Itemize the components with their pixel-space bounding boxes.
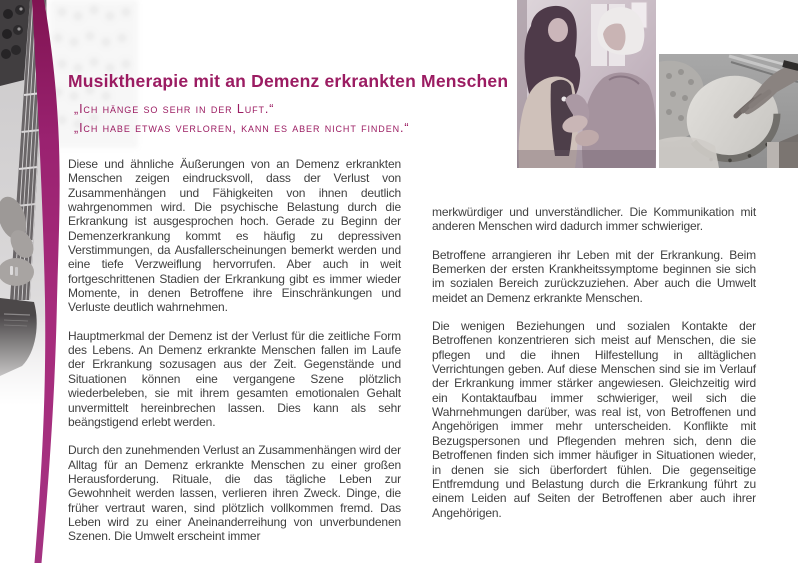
text-column-left	[68, 157, 401, 558]
quote-line-2: „Ich habe etwas verloren, kann es aber nicht finden.“	[74, 120, 410, 135]
quote-line-1: „Ich hänge so sehr in der Luft.“	[74, 102, 275, 116]
paragraph: Diese und ähnliche Äußerungen von an Demenz erkrankten Menschen zeigen eindrucksvoll, dass der Verlust von Zusammenhängen und Fähigkeiten von ihnen deutlich wahrgenommen wird. Die psychische Belastung durch die Erkrankung ist ausgesprochen hoch. Gerade zu Beginn der Demenzerkrankung kommt es häufig zu depressiven Verstimmungen, da Ausfallerscheinungen bemerkt werden und eine tiefe Verzweiflung hervorrufen. Aber auch in weit fortgeschrittenen Stadien der Erkrankung gibt es immer wieder Momente, in denen Betroffene ihre Einschränkungen und Verluste deutlich wahrnehmen.	[68, 157, 401, 315]
paragraph: Betroffene arrangieren ihr Leben mit der Erkrankung. Beim Bemerken der ersten Krankheitssymptome beginnen sie sich im sozialen Bereich zurückzuziehen. Aber auch die Umwelt meidet an Demenz erkrankte Menschen.	[432, 247, 756, 305]
quote-block	[74, 103, 409, 140]
paragraph: Hauptmerkmal der Demenz ist der Verlust für die zeitliche Form des Lebens. An Demenz erkrankte Menschen fallen im Laufe der Erkrankung sozusagen aus der Zeit. Gegenstände und Situationen können eine vergangene Szene plötzlich wiederbeleben, sie mit ihrem gesamten emotionalen Gehalt unvermittelt hereinbrechen lassen. Dies kann als sehr beängstigend erlebt werden.	[68, 328, 401, 429]
paragraph: Die wenigen Beziehungen und sozialen Kontakte der Betroffenen konzentrieren sich meist auf Menschen, die sie pflegen und die ihnen Hilfestellung in alltäglichen Verrichtungen geben. Auf diese Menschen sind sie im Verlauf der Erkrankung immer stärker angewiesen. Gleichzeitig wird ein Kontaktaufbau immer schwieriger, weil sich die Wahrnehmungen darüber, was real ist, von Betroffenen und Angehörigen immer mehr unterscheiden. Konflikte mit Bezugspersonen und Pflegenden mehren sich, denn die Betroffenen finden sich immer häufiger in Situationen wieder, in denen sie sich überfordert fühlen. Die gegenseitige Entfremdung und Belastung durch die Erkrankung führt zu einem Leiden auf Seiten der Betroffenen aber auch ihrer Angehörigen.	[432, 319, 756, 520]
ring	[10, 266, 13, 275]
caregiver-elderly-photo	[517, 0, 656, 168]
caregiver-face	[548, 18, 568, 42]
paragraph: Durch den zunehmenden Verlust an Zusammenhängen wird der Alltag für an Demenz erkrankte Menschen zu einer großen Herausforderung. Rituale, die das tägliche Leben zur Gewohnheit werden lassen, verlieren ihren Zweck. Dinge, die früher vertraut waren, sind plötzlich vollkommen fremd. Das Leben wird zu einer Aneinanderreihung von unverbundenen Szenen. Die Umwelt erscheint immer	[68, 443, 401, 544]
frame-drum-photo	[659, 54, 798, 168]
page-title: Musiktherapie mit an Demenz erkrankten Menschen	[68, 71, 509, 91]
paragraph: merkwürdiger und unverständlicher. Die Kommunikation mit anderen Menschen wird dadurch immer schwieriger.	[432, 205, 756, 234]
text-column-right	[432, 205, 756, 534]
